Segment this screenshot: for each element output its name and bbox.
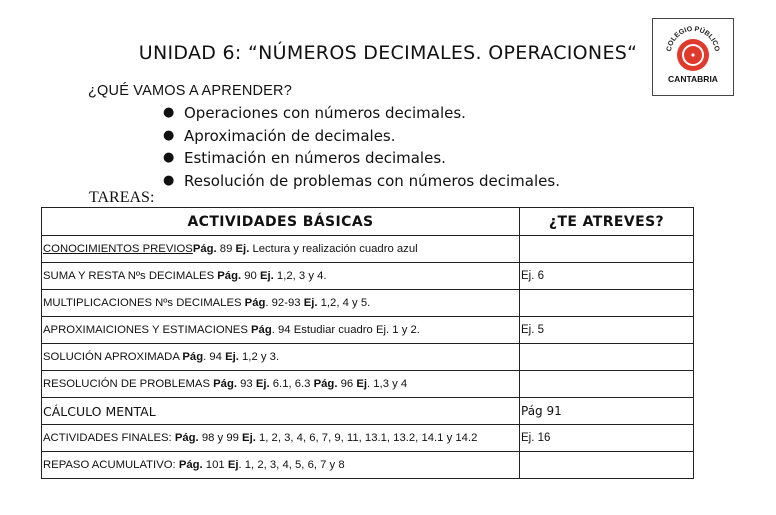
activity-text: 1,2, 3 y 4. <box>273 270 327 282</box>
activity-text: 96 <box>337 378 357 390</box>
challenge-cell: Pág 91 <box>520 398 694 425</box>
learn-heading: ¿QUÉ VAMOS A APRENDER? <box>88 83 292 99</box>
activity-text: . 94 <box>203 351 226 363</box>
activity-text: SUMA Y RESTA Nºs DECIMALES <box>43 270 218 282</box>
activity-cell <box>42 263 520 290</box>
activity-cell <box>42 290 520 317</box>
challenge-cell <box>520 236 694 263</box>
activity-text: CÁLCULO MENTAL <box>43 403 156 419</box>
activity-text: Ej. <box>259 270 274 282</box>
activity-text: Pág <box>251 324 272 336</box>
activity-cell <box>42 452 520 479</box>
activity-text: . 92-93 <box>265 297 304 309</box>
activity-text: Pág. <box>192 243 217 255</box>
list-item: ● Estimación en números decimales. <box>163 149 446 167</box>
activity-text: 90 <box>241 270 260 282</box>
column-header-challenge: ¿TE ATREVES? <box>520 208 694 236</box>
table-header-row <box>42 208 694 236</box>
activity-text: RESOLUCIÓN DE PROBLEMAS <box>43 378 214 390</box>
activity-text: 1,2 y 3. <box>238 351 280 363</box>
activity-text: Lectura y realización cuadro azul <box>249 243 418 255</box>
activity-text: Pág. <box>217 270 242 282</box>
activity-cell <box>42 344 520 371</box>
table-row <box>42 425 694 452</box>
activity-text: Ej <box>356 378 367 390</box>
activity-text: . 94 Estudiar cuadro Ej. 1 y 2. <box>271 324 420 336</box>
activity-text: . 1, 2, 3, 4, 5, 6, 7 y 8 <box>238 459 345 471</box>
challenge-cell <box>520 290 694 317</box>
activity-text: 1, 2, 3, 4, 6, 7, 9, 11, 13.1, 13.2, 14.1 y 14.2 <box>255 432 478 444</box>
challenge-cell <box>520 371 694 398</box>
activity-text: CONOCIMIENTOS PREVIOS <box>43 243 193 255</box>
challenge-cell <box>520 452 694 479</box>
activity-text: MULTIPLICACIONES Nºs DECIMALES <box>43 297 245 309</box>
challenge-cell: Ej. 5 <box>520 317 694 344</box>
activity-cell <box>42 317 520 344</box>
logo-top-text: COLEGIO PÚBLICO <box>665 25 721 53</box>
table-row <box>42 344 694 371</box>
activity-text: 98 y 99 <box>198 432 243 444</box>
activity-text: Pág <box>244 297 266 309</box>
table-row <box>42 398 694 425</box>
column-header-activities: ACTIVIDADES BÁSICAS <box>42 208 520 236</box>
activity-cell <box>42 236 520 263</box>
list-item: ● Operaciones con números decimales. <box>163 104 466 122</box>
activity-text: 6.1, 6.3 <box>269 378 314 390</box>
activity-text: . 1,3 y 4 <box>367 378 408 390</box>
activity-text: 89 <box>216 243 236 255</box>
activity-text: APROXIMAICIONES Y ESTIMACIONES <box>43 324 251 336</box>
table-row <box>42 371 694 398</box>
logo-bottom-text: CANTABRIA <box>668 74 718 84</box>
list-item: ● Resolución de problemas con números decimales. <box>163 171 560 190</box>
table-row <box>42 290 694 317</box>
challenge-cell: Ej. 16 <box>520 425 694 452</box>
logo-emblem-icon <box>653 19 733 75</box>
activity-text: REPASO ACUMULATIVO: <box>43 459 179 471</box>
activity-text: Pág. <box>213 378 237 390</box>
tareas-label: TAREAS: <box>89 189 155 206</box>
activity-text: Ej <box>227 459 239 471</box>
page-title: UNIDAD 6: “NÚMEROS DECIMALES. OPERACIONES“ <box>138 42 638 64</box>
activity-text: Pág <box>182 351 204 363</box>
table-row <box>42 263 694 290</box>
activity-text: ACTIVIDADES FINALES: <box>43 432 175 444</box>
learn-list <box>163 102 560 192</box>
activity-cell <box>42 371 520 398</box>
tasks-table <box>41 207 694 479</box>
school-logo <box>652 18 734 96</box>
activity-text: Pág. <box>174 432 199 444</box>
list-item: ● Aproximación de decimales. <box>163 126 396 145</box>
challenge-cell <box>520 344 694 371</box>
activity-cell <box>42 425 520 452</box>
activity-cell <box>42 398 520 425</box>
activity-text: Ej. <box>255 378 270 390</box>
activity-text: Ej. <box>225 351 239 363</box>
table-row <box>42 236 694 263</box>
activity-text: Ej. <box>235 243 250 255</box>
activity-text: SOLUCIÓN APROXIMADA <box>43 351 183 363</box>
activity-text: 101 <box>202 459 228 471</box>
table-row <box>42 452 694 479</box>
challenge-cell: Ej. 6 <box>520 263 694 290</box>
activity-text: Ej. <box>242 432 256 444</box>
activity-text: 1,2, 4 y 5. <box>317 297 371 309</box>
activity-text: Ej. <box>303 297 318 309</box>
activity-text: Pág. <box>313 378 338 390</box>
activity-text: Pág. <box>178 459 203 471</box>
table-row <box>42 317 694 344</box>
activity-text: 93 <box>236 378 256 390</box>
